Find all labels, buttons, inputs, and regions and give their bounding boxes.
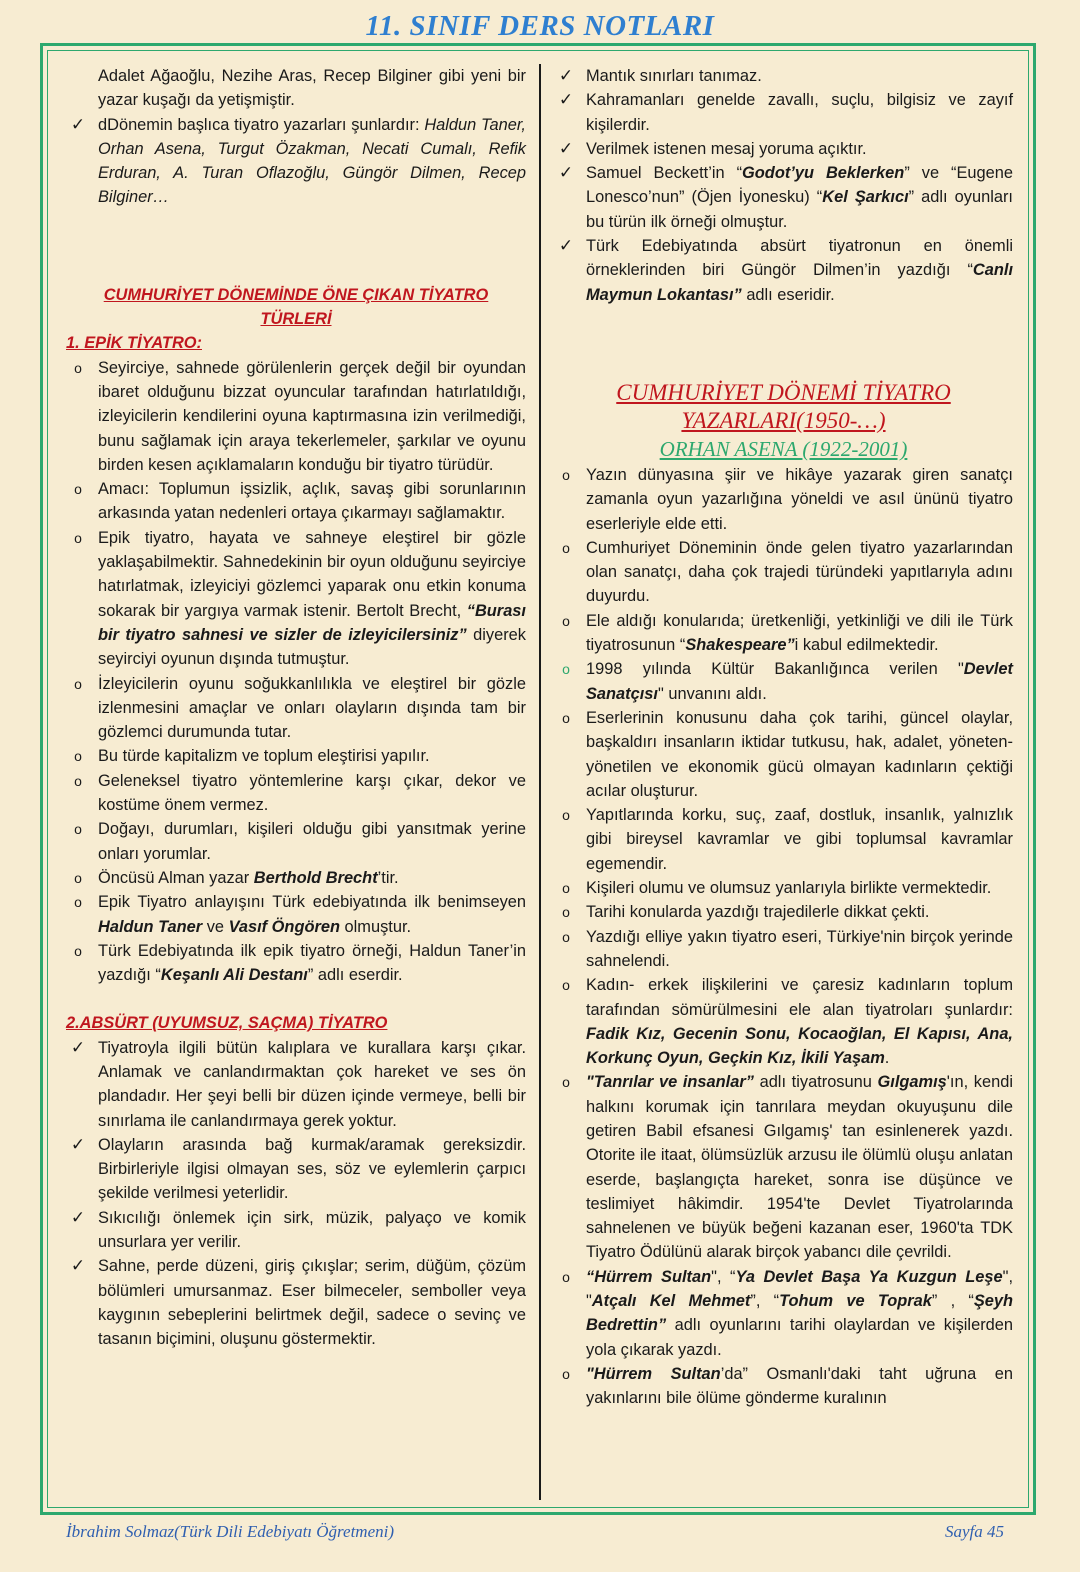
left-column xyxy=(66,64,526,1352)
list-item: ✓ Olayların arasında bağ kurmak/aramak gereksizdir. Birbirleriyle ilgisi olmayan ses, söz ve eylemlerin çarpıcı şekilde verilmesi yeterlidir. xyxy=(66,1133,526,1206)
list-item: ✓ Türk Edebiyatında absürt tiyatronun en önemli örneklerinden biri Güngör Dilmen’in yazdığı “Canlı Maymun Lokantası” adlı eseridir. xyxy=(554,234,1013,307)
list-item: o Cumhuriyet Döneminin önde gelen tiyatro yazarlarından olan sanatçı, daha çok trajedi türündeki yapıtlarıyla adını duyurdu. xyxy=(562,538,1013,606)
checkmark-icon: ✓ xyxy=(558,236,574,256)
absurt-heading: 2.ABSÜRT (UYUMSUZ, SAÇMA) TİYATRO xyxy=(66,1014,388,1033)
intro-paragraph: Adalet Ağaoğlu, Nezihe Aras, Recep Bilginer gibi yeni bir yazar kuşağı da yetişmiştir. xyxy=(98,67,526,110)
list-item: o Geleneksel tiyatro yöntemlerine karşı çıkar, dekor ve kostüme önem vermez. xyxy=(74,771,526,815)
list-item: o Yapıtlarında korku, suç, zaaf, dostluk, insanlık, yalnızlık gibi bireysel kavramlar ve gibi toplumsal kavramlar egemendir. xyxy=(562,806,1013,873)
list-item: o Doğayı, durumları, kişileri olduğu gibi yansıtmak yerine onları yorumlar. xyxy=(74,820,526,863)
list-item: ✓ Verilmek istenen mesaj yoruma açıktır. xyxy=(554,137,1013,161)
writers-section-title: CUMHURİYET DÖNEMİ TİYATRO YAZARLARI(1950-…) xyxy=(616,379,951,433)
list-item: ✓ Sahne, perde düzeni, giriş çıkışlar; serim, düğüm, çözüm bölümleri umursanmaz. Eser bilmeceler, semboller veya kaygının sebeplerini belirtmek değil, sadece o sevinç ve tasanın biçimini, oluşunu göstermektir. xyxy=(66,1254,526,1351)
list-item: ✓ Mantık sınırları tanımaz. xyxy=(554,64,1013,88)
page-number: Sayfa 45 xyxy=(945,1522,1005,1541)
list-item: o "Hürrem Sultan’da” Osmanlı'daki taht uğruna en yakınlarını bile ölüme gönderme kuralının xyxy=(562,1364,1013,1408)
footer-author: İbrahim Solmaz(Türk Dili Edebiyatı Öğretmeni) xyxy=(66,1522,394,1541)
checkmark-icon: ✓ xyxy=(558,163,574,183)
list-item: o Eserlerinin konusunu daha çok tarihi, güncel olaylar, başkaldırı insanların iktidar tutkusu, hak, adalet, yöneten-yönetilen ve ekonomik gücü olmayan kadınların çektiği acılar oluşturur. xyxy=(562,708,1013,800)
checkmark-icon: ✓ xyxy=(70,1134,86,1154)
page-title: 11. SINIF DERS NOTLARI xyxy=(365,10,715,42)
checkmark-icon: ✓ xyxy=(70,1207,86,1227)
list-item: o Bu türde kapitalizm ve toplum eleştirisi yapılır. xyxy=(74,747,430,766)
list-item: o Türk Edebiyatında ilk epik tiyatro örneği, Haldun Taner’in yazdığı “Keşanlı Ali Destanı” adlı eserdir. xyxy=(74,941,526,985)
list-item: o Yazdığı elliye yakın tiyatro eseri, Türkiye'nin birçok yerinde sahnelendi. xyxy=(562,927,1013,970)
list-item: o Seyirciye, sahnede görülenlerin gerçek değil bir oyundan ibaret olduğunu bizzat oyuncular tarafından hatırlatıldığı, izleyicilerin kendilerini oyuna kaptırmasına izin verilmediği, bunu sağlamak için araya tekerlemeler, şarkılar ve oyunu birden kesen açıklamaların konduğu bir tiyatro türüdür. xyxy=(74,358,526,474)
column-divider xyxy=(539,64,541,1500)
section-heading: CUMHURİYET DÖNEMİNDE ÖNE ÇIKAN TİYATRO TÜRLERİ xyxy=(103,285,489,329)
list-item: o "Tanrılar ve insanlar” adlı tiyatrosunu Gılgamış'ın, kendi halkını korumak için tanrılara meydan okuyuşunu dile getiren Babil efsanesi Gılgamış' tan esinlenerek yazdı. Otorite ile itaat, ölümsüzlük arzusu ile ölümlü oluşu anlatan eserde, başlangıçta hareket, sonra ise düşünce ve teslimiyet hâkimdir. 1954'te Devlet Tiyatrolarında sahnelenen ve büyük beğeni kazanan eser, 1960'ta TDK Tiyatro Ödülünü alarak birçok yabancı dile çevrildi. xyxy=(562,1073,1013,1262)
list-item: ✓ Tiyatroyla ilgili bütün kalıplara ve kurallara karşı çıkar. Anlamak ve canlandırmaktan çok hareket ve ses ön plandadır. Her şeyi belli bir düzen içinde vermeye, belli bir sınırlama ile canlandırmaya gerek yoktur. xyxy=(66,1036,526,1133)
list-item: o “Hürrem Sultan", “Ya Devlet Başa Ya Kuzgun Leşe", "Atçalı Kel Mehmet”, “Tohum ve Toprak” , “Şeyh Bedrettin” adlı oyunlarını tarihi olaylardan ve kişilerden yola çıkarak yazdı. xyxy=(562,1267,1014,1359)
checkmark-icon: ✓ xyxy=(70,1256,86,1276)
list-item: o Epik Tiyatro anlayışını Türk edebiyatında ilk benimseyen Haldun Taner ve Vasıf Öngören olmuştur. xyxy=(74,893,526,936)
list-item: o Amacı: Toplumun işsizlik, açlık, savaş gibi sorunlarının arkasında yatan nedenleri ortaya çıkarmayı sağlamaktır. xyxy=(74,480,526,523)
list-item: o Epik tiyatro, hayata ve sahneye eleştirel bir gözle yaklaşabilmektir. Sahnedekinin bir oyun olduğunu seyirciye hatırlatmak, izleyiciyi gözlemci yaparak onu etkin konuma sokarak bir yargıya varmak istenir. Bertolt Brecht, “Burası bir tiyatro sahnesi ve sizler de izleyicilersiniz” diyerek seyirciyi oyunun dışında tutmuştur. xyxy=(74,528,526,669)
checkmark-icon: ✓ xyxy=(558,138,574,158)
list-item: ✓ Sıkıcılığı önlemek için sirk, müzik, palyaço ve komik unsurlara yer verilir. xyxy=(66,1206,526,1255)
right-column xyxy=(554,64,1013,1411)
epik-heading: 1. EPİK TİYATRO: xyxy=(66,334,202,353)
list-item: o Kişileri olumu ve olumsuz yanlarıyla birlikte vermektedir. xyxy=(562,879,992,898)
list-item: o 1998 yılında Kültür Bakanlığınca verilen "Devlet Sanatçısı" unvanını aldı. xyxy=(562,660,1013,703)
checkmark-icon: ✓ xyxy=(558,90,574,110)
list-item: ✓ dDönemin başlıca tiyatro yazarları şunlardır: Haldun Taner, Orhan Asena, Turgut Özakman, Necati Cumalı, Refik Erduran, A. Turan Oflazoğlu, Güngör Dilmen, Recep Bilginer… xyxy=(66,113,526,210)
author-title: ORHAN ASENA (1922-2001) xyxy=(659,436,908,461)
list-item: o İzleyicilerin oyunu soğukkanlılıkla ve eleştirel bir gözle izlenmesini amaçlar ve onları olayların dışında tam bir gözlemci durumunda tutar. xyxy=(74,674,526,742)
list-item: o Ele aldığı konularıda; üretkenliği, yetkinliği ve dili ile Türk tiyatrosunun “Shakespeare”i kabul edilmektedir. xyxy=(562,611,1013,655)
list-item: o Yazın dünyasına şiir ve hikâye yazarak giren sanatçı zamanla oyun yazarlığına yöneldi ve asıl ününü tiyatro eserleriyle elde etti. xyxy=(562,465,1013,533)
list-item: ✓ Samuel Beckett’in “Godot’yu Beklerken” ve “Eugene Lonesco’nun” (Öjen İyonesku) “Kel Şarkıcı” adlı oyunları bu türün ilk örneği olmuştur. xyxy=(554,161,1013,234)
list-item: ✓ Kahramanları genelde zavallı, suçlu, bilgisiz ve zayıf kişilerdir. xyxy=(554,88,1013,137)
list-item: o Kadın- erkek ilişkilerini ve çaresiz kadınların toplum tarafından sömürülmesini ele alan tiyatroları şunlardır: Fadik Kız, Gecenin Sonu, Kocaoğlan, El Kapısı, Ana, Korkunç Oyun, Geçkin Kız, İkili Yaşam. xyxy=(562,976,1013,1068)
checkmark-icon: ✓ xyxy=(70,114,86,134)
checkmark-icon: ✓ xyxy=(558,66,574,85)
list-item: o Tarihi konularda yazdığı trajedilerle dikkat çekti. xyxy=(562,903,930,922)
list-item: o Öncüsü Alman yazar Berthold Brecht’tir. xyxy=(74,868,399,887)
checkmark-icon: ✓ xyxy=(70,1037,86,1057)
